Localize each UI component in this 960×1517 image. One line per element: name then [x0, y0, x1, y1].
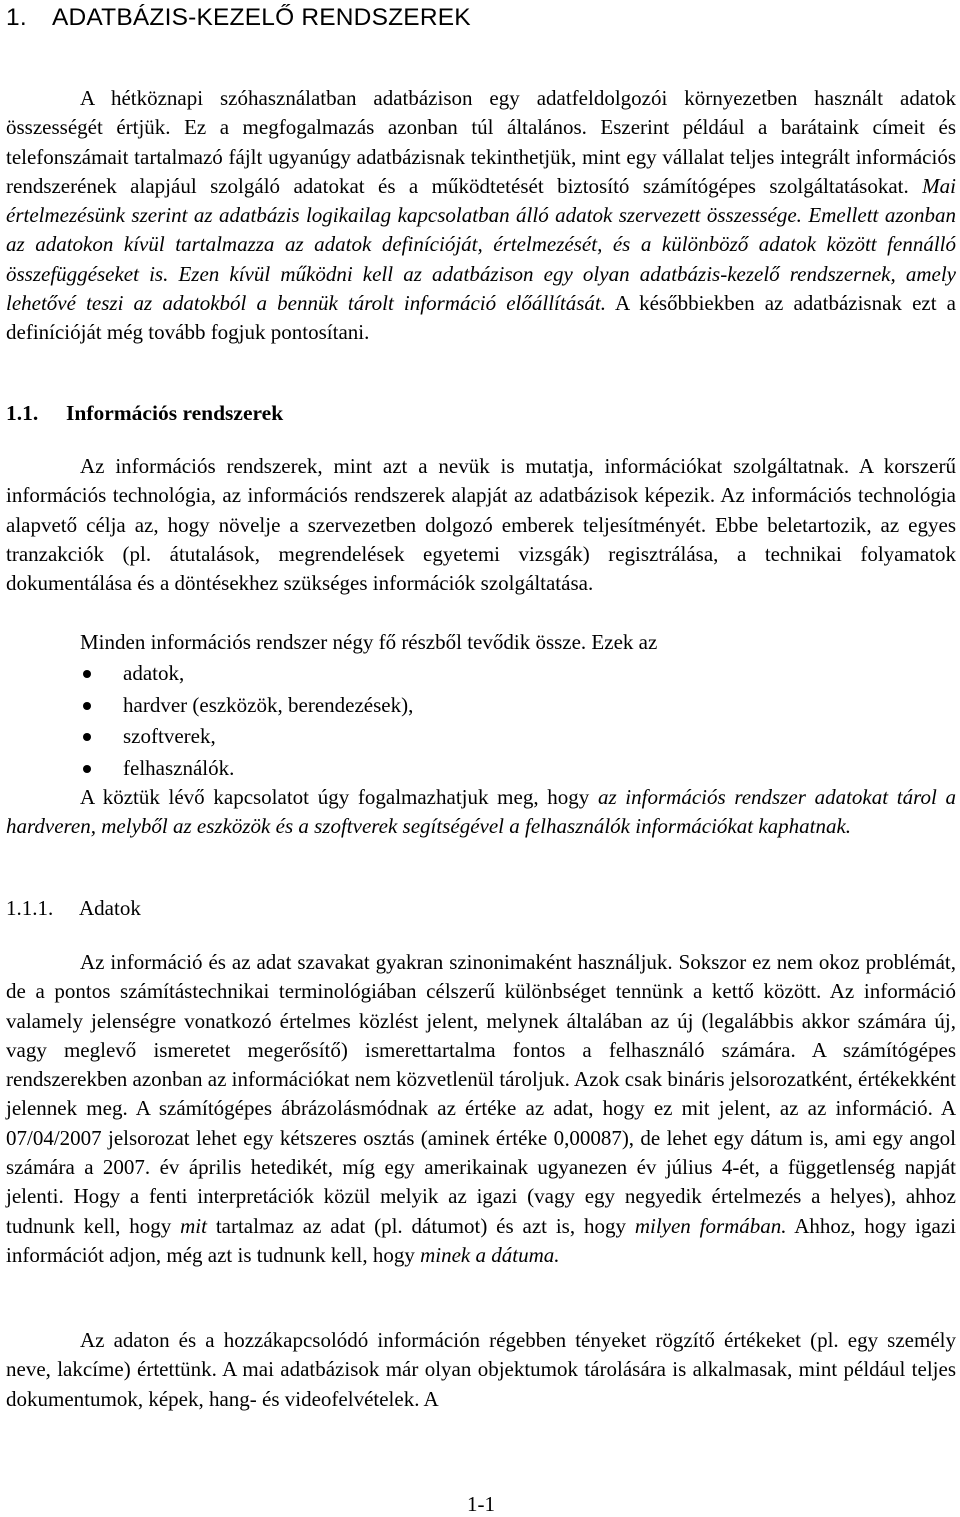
data-italic-2: milyen formában.	[634, 1213, 787, 1238]
section-title: Információs rendszerek	[66, 401, 284, 425]
chapter-number: 1.	[6, 4, 27, 31]
info-systems-paragraph: Az információs rendszerek, mint azt a nevük is mutatja, információkat szolgáltatnak. A korszerű információs technológia, az információs rendszerek alapját az adatbázisok képezik. Az információs technológia alapvető célja az, hogy növelje a szervezetben dolgozó emberek teljesítményét. Ebbe beletartozik, az egyes tranzakciók (pl. átutalások, megrendelések egyetemi vizsgák) regisztrálása, a technikai folyamatok dokumentálása és a döntésekhez szükséges információk szolgáltatása.	[6, 454, 956, 596]
data-paragraph	[6, 948, 956, 1270]
list-item	[6, 754, 413, 786]
intro-definition-italic: Mai értelmezésünk szerint az adatbázis logikailag kapcsolatban álló adatok szervezett összessége. Emellett azonban az adatokon kívül tartalmazza az adatok definícióját, értelmezését, és a különböző adatok között fennálló összefüggéseket is. Ezen kívül működni kell az adatbázison egy olyan adatbázis-kezelő rendszernek, amely lehetővé teszi az adatokból a bennük tárolt információ előállítását.	[6, 173, 956, 316]
subsection-title: Adatok	[79, 896, 141, 920]
parts-list	[6, 659, 413, 785]
bullet-icon	[83, 670, 91, 678]
subsection-heading	[6, 896, 141, 921]
list-item-text: felhasználók.	[123, 755, 235, 780]
relation-text: A köztük lévő kapcsolatot úgy fogalmazhatjuk meg, hogy	[80, 785, 598, 809]
list-item	[6, 722, 413, 754]
intro-text-end: A későbbiekben az adatbázisnak ezt a definícióját még tovább fogjuk pontosítani.	[6, 291, 956, 345]
relation-italic: az információs rendszer adatokat tárol a hardveren, melyből az eszközök és a szoftverek segítségével a felhasználók információkat kaphatnak.	[6, 785, 956, 839]
list-item	[6, 659, 413, 691]
last-paragraph: Az adaton és a hozzákapcsolódó információn régebben tényeket rögzítő értékeket (pl. egy személy neve, lakcíme) értettünk. A mai adatbázisok már olyan objektumok tárolására is alkalmasak, mint például teljes dokumentumok, képek, hang- és videofelvételek. A	[6, 1328, 956, 1411]
relation-paragraph	[6, 783, 956, 842]
section-heading	[6, 401, 283, 426]
data-italic-3: minek a dátuma.	[420, 1242, 560, 1267]
page-number: 1-1	[467, 1492, 495, 1516]
data-text-1: Az információ és az adat szavakat gyakran szinonimaként használjuk. Sokszor ez nem okoz problémát, de a pontos számítástechnikai terminológiában célszerű különbséget tennünk a kettő között. Az információ valamely jelenségre vonatkozó értelmes közlést jelent, melynek általában az új (legalábbis akkor számára új, vagy meglevő ismeretet megerősítő) ismerettartalma fontos a felhasználó számára. A számítógépes rendszerekben azonban az információkat nem közvetlenül tároljuk. Azok csak bináris jelsorozatként, értékekként jelennek meg. A számítógépes ábrázolásmódnak az értéke az adat, hogy ez mit jelent, az az információ. A 07/04/2007 jelsorozat lehet egy kétszeres osztás (aminek értéke 0,00087), de lehet egy dátum is, ami egy angol számára a 2007. év április hetedikét, míg egy amerikainak ugyanezen év július 4-ét, a függetlenség napját jelenti. Hogy a fenti interpretációk közül melyik az igazi (vagy egy negyedik értelmezés a helyes), ahhoz tudnunk kell, hogy	[6, 950, 956, 1238]
section-number: 1.1.	[6, 401, 39, 425]
bullet-icon	[83, 765, 91, 773]
subsection-number: 1.1.1.	[6, 896, 54, 920]
chapter-heading	[6, 4, 471, 32]
list-item	[6, 691, 413, 723]
list-item-text: szoftverek,	[123, 724, 216, 748]
bullet-icon	[83, 702, 91, 710]
intro-text: A hétköznapi szóhasználatban adatbázison egy adatfeldolgozói környezetben használt adatok összességét értjük. Ez a megfogalmazás azonban túl általános. Eszerint például a barátaink címeit és telefonszámait tartalmazó fájlt ugyanúgy adatbázisnak tekinthetjük, mint egy vállalat teljes integrált információs rendszerének alapjául szolgáló adatokat és a működtetését biztosító számítógépes szolgáltatásokat.	[6, 86, 956, 198]
parts-intro-paragraph: Minden információs rendszer négy fő részből tevődik össze. Ezek az	[80, 630, 658, 654]
data-text-2: tartalmaz az adat (pl. dátumot) és azt is, hogy	[206, 1213, 635, 1238]
list-item-text: adatok,	[123, 661, 185, 685]
list-item-text: hardver (eszközök, berendezések),	[123, 692, 414, 717]
intro-paragraph	[6, 84, 956, 348]
data-italic-1: mit	[180, 1213, 207, 1238]
bullet-icon	[83, 733, 91, 741]
data-text-3: Ahhoz, hogy igazi információt adjon, még azt is tudnunk kell, hogy	[6, 1213, 956, 1267]
chapter-title: ADATBÁZIS-KEZELŐ RENDSZEREK	[52, 4, 471, 31]
